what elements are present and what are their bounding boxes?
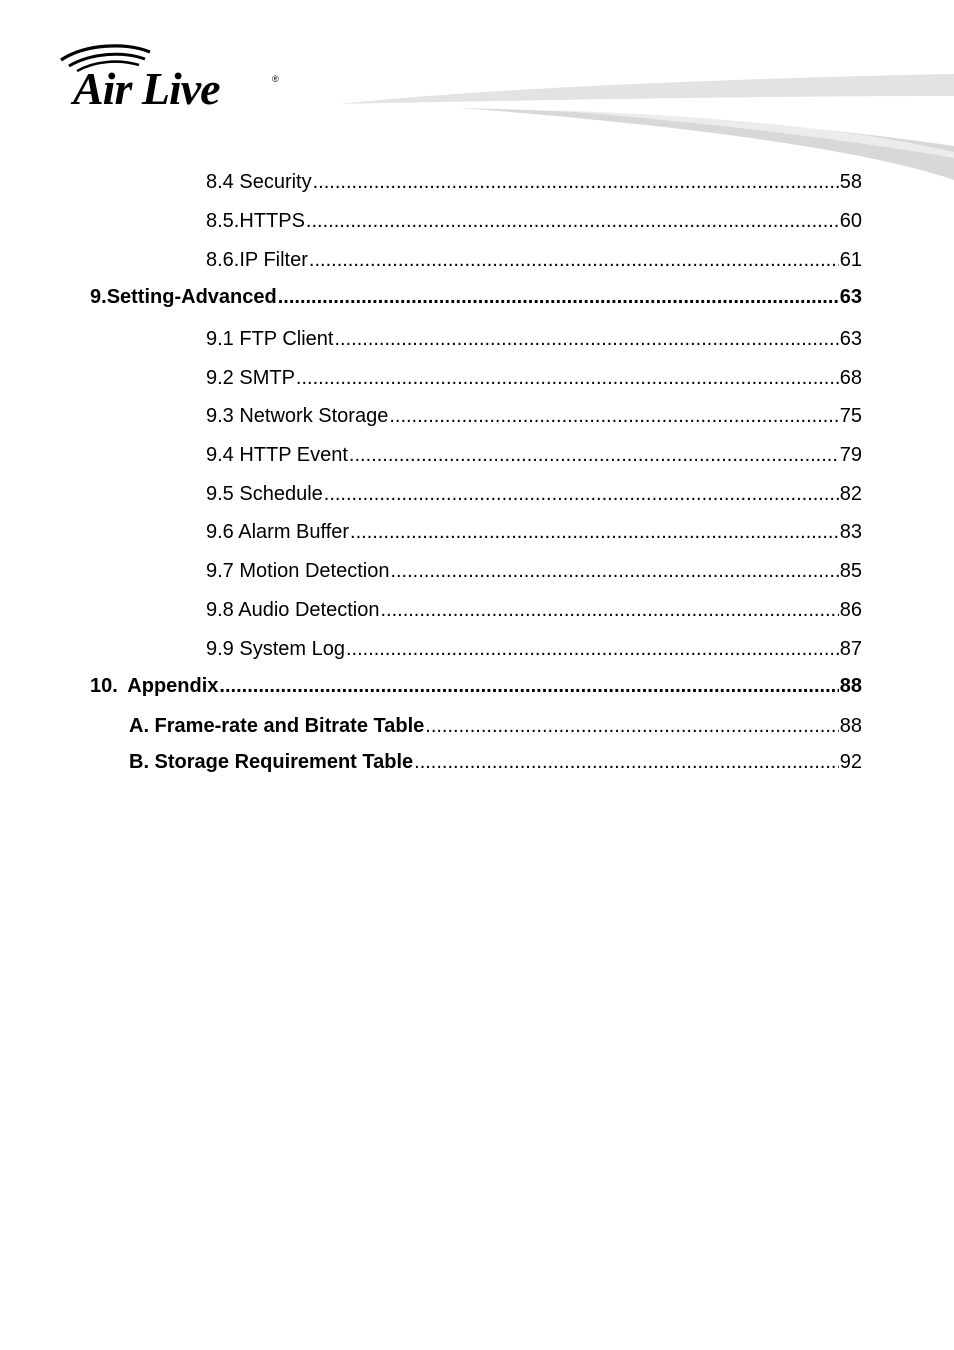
toc-entry-title: 8.5.HTTPS <box>206 210 305 232</box>
toc-entry[interactable] <box>206 366 862 390</box>
toc-leader-dots <box>349 443 839 467</box>
toc-entry-title: 9.6 Alarm Buffer <box>206 521 350 543</box>
toc-leader-dots <box>390 559 838 583</box>
toc-entry-page: 88 <box>839 715 862 737</box>
header-swoosh-decoration <box>340 68 954 183</box>
toc-leader-dots <box>389 404 838 428</box>
toc-leader-dots <box>313 170 839 194</box>
toc-leader-dots <box>296 366 839 390</box>
toc-entry-title: 8.4 Security <box>206 171 312 193</box>
toc-entry-page: 75 <box>839 405 862 427</box>
toc-entry-page: 63 <box>839 328 862 350</box>
toc-entry[interactable] <box>206 520 862 544</box>
toc-entry[interactable] <box>206 404 862 428</box>
toc-entry-title: 9.5 Schedule <box>206 483 323 505</box>
toc-chapter-entry[interactable] <box>90 285 862 309</box>
toc-entry[interactable] <box>206 327 862 351</box>
toc-entry-page: 85 <box>839 560 862 582</box>
toc-entry-title: B. Storage Requirement Table <box>129 751 414 773</box>
toc-entry-page: 79 <box>839 444 862 466</box>
toc-entry-page: 92 <box>839 751 862 773</box>
toc-leader-dots <box>346 637 839 661</box>
toc-entry[interactable] <box>206 248 862 272</box>
toc-entry-page: 58 <box>839 171 862 193</box>
toc-leader-dots <box>324 482 839 506</box>
toc-leader-dots <box>334 327 838 351</box>
toc-entry-title: 9.8 Audio Detection <box>206 599 380 621</box>
toc-entry-title: 9.4 HTTP Event <box>206 444 348 466</box>
toc-leader-dots <box>219 674 838 698</box>
toc-entry-title: 9.3 Network Storage <box>206 405 389 427</box>
toc-entry-page: 63 <box>839 286 862 308</box>
toc-entry-title: 8.6.IP Filter <box>206 249 308 271</box>
toc-leader-dots <box>350 520 839 544</box>
toc-entry-page: 61 <box>839 249 862 271</box>
toc-entry-title: Appendix <box>127 675 219 697</box>
toc-entry[interactable] <box>206 482 862 506</box>
toc-entry[interactable] <box>129 750 862 774</box>
toc-entry[interactable] <box>206 637 862 661</box>
toc-entry[interactable] <box>206 170 862 194</box>
toc-leader-dots <box>425 714 838 738</box>
toc-entry-page: 86 <box>839 599 862 621</box>
toc-chapter-entry[interactable] <box>90 674 862 698</box>
toc-entry-title: 9.9 System Log <box>206 638 345 660</box>
toc-entry[interactable] <box>206 209 862 233</box>
toc-entry-page: 88 <box>839 675 862 697</box>
toc-entry-title: Setting-Advanced <box>106 286 277 308</box>
toc-entry-page: 68 <box>839 367 862 389</box>
toc-chapter-number: 10. <box>90 675 118 697</box>
toc-leader-dots <box>309 248 839 272</box>
toc-chapter-number: 9. <box>90 286 107 308</box>
toc-entry[interactable] <box>206 559 862 583</box>
page-header <box>0 0 954 185</box>
registered-mark: ® <box>272 74 279 84</box>
toc-entry-page: 87 <box>839 638 862 660</box>
toc-entry-page: 83 <box>839 521 862 543</box>
toc-leader-dots <box>278 285 839 309</box>
toc-entry-title: A. Frame-rate and Bitrate Table <box>129 715 425 737</box>
toc-entry-title: 9.7 Motion Detection <box>206 560 390 582</box>
toc-entry[interactable] <box>206 598 862 622</box>
toc-leader-dots <box>306 209 839 233</box>
logo-wordmark: Air Live <box>73 63 220 114</box>
toc-leader-dots <box>414 750 839 774</box>
toc-entry-page: 82 <box>839 483 862 505</box>
toc-entry[interactable] <box>206 443 862 467</box>
toc-entry-title: 9.1 FTP Client <box>206 328 334 350</box>
toc-entry[interactable] <box>129 714 862 738</box>
airlive-logo <box>55 40 290 115</box>
toc-leader-dots <box>380 598 838 622</box>
toc-entry-page: 60 <box>839 210 862 232</box>
toc-entry-title: 9.2 SMTP <box>206 367 295 389</box>
